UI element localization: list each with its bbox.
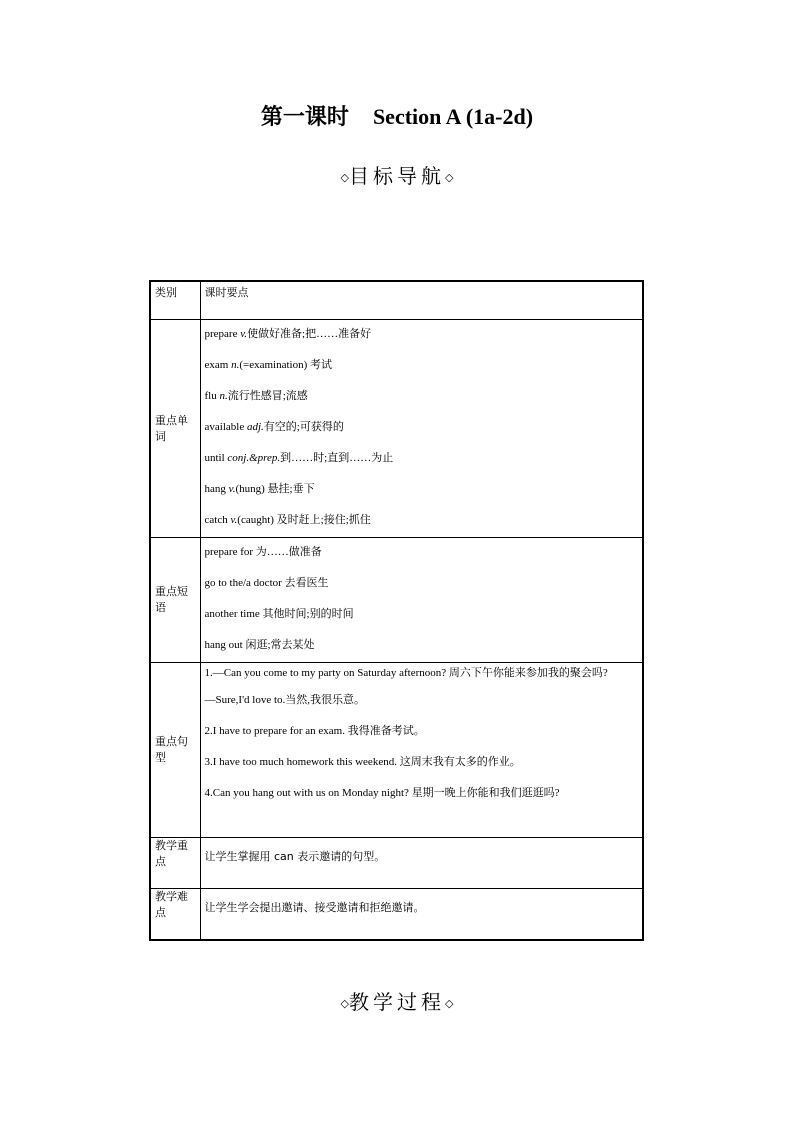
sentence-item: 4.Can you hang out with us on Monday night? 星期一晚上你能和我们逛逛吗? — [204, 787, 560, 799]
table-row-phrases — [150, 538, 643, 663]
table-row-difficulty — [150, 889, 643, 941]
phrase-item: hang out 闲逛;常去某处 — [204, 639, 315, 651]
diamond-icon: ◇ — [340, 997, 349, 1010]
word-item: catch v.(caught) 及时赶上;接住;抓住 — [204, 514, 371, 526]
word-item: exam n.(=examination) 考试 — [204, 359, 332, 371]
header-points: 课时要点 — [200, 281, 643, 320]
section-heading-process — [0, 986, 794, 1015]
phrase-item: another time 其他时间;别的时间 — [204, 608, 354, 620]
word-item: hang v.(hung) 悬挂;垂下 — [204, 483, 315, 495]
category-phrases: 重点短语 — [150, 538, 200, 663]
diamond-icon: ◇ — [445, 997, 454, 1010]
word-item: until conj.&prep.到……时;直到……为止 — [204, 452, 394, 464]
table-row-sentences — [150, 663, 643, 838]
section-heading-goals — [0, 160, 794, 189]
sentence-item: 3.I have too much homework this weekend. 这周末我有太多的作业。 — [204, 756, 521, 768]
category-difficulty: 教学难点 — [150, 889, 200, 941]
section-heading-label: 教学过程 — [349, 990, 445, 1014]
category-sentences: 重点句型 — [150, 663, 200, 838]
sentence-item: —Sure,I'd love to.当然,我很乐意。 — [204, 694, 366, 706]
sentence-item: 1.—Can you come to my party on Saturday afternoon? 周六下午你能来参加我的聚会吗? — [204, 667, 608, 679]
word-item: flu n.流行性感冒;流感 — [204, 390, 308, 402]
header-category: 类别 — [150, 281, 200, 320]
table-header-row — [150, 281, 643, 320]
key-point-cell — [200, 838, 643, 889]
section-heading-label: 目标导航 — [349, 164, 445, 188]
words-cell — [200, 320, 643, 538]
page-title — [0, 100, 794, 131]
word-item: available adj.有空的;可获得的 — [204, 421, 344, 433]
sentence-item: 2.I have to prepare for an exam. 我得准备考试。 — [204, 725, 425, 737]
difficulty-cell — [200, 889, 643, 941]
phrases-cell — [200, 538, 643, 663]
diamond-icon: ◇ — [340, 171, 349, 184]
table-row-key-point — [150, 838, 643, 889]
word-item: prepare v.使做好准备;把……准备好 — [204, 328, 372, 340]
key-point-text: 让学生掌握用 can 表示邀请的句型。 — [204, 850, 386, 863]
title-en: Section A (1a-2d) — [372, 104, 534, 129]
difficulty-text: 让学生学会提出邀请、接受邀请和拒绝邀请。 — [204, 901, 425, 914]
table-row-words — [150, 320, 643, 538]
phrase-item: go to the/a doctor 去看医生 — [204, 577, 329, 589]
title-cn: 第一课时 — [260, 104, 349, 129]
diamond-icon: ◇ — [445, 171, 454, 184]
category-words: 重点单词 — [150, 320, 200, 538]
phrase-item: prepare for 为……做准备 — [204, 546, 322, 558]
category-key-point: 教学重点 — [150, 838, 200, 889]
lesson-plan-table — [149, 280, 644, 941]
sentences-cell — [200, 663, 643, 838]
